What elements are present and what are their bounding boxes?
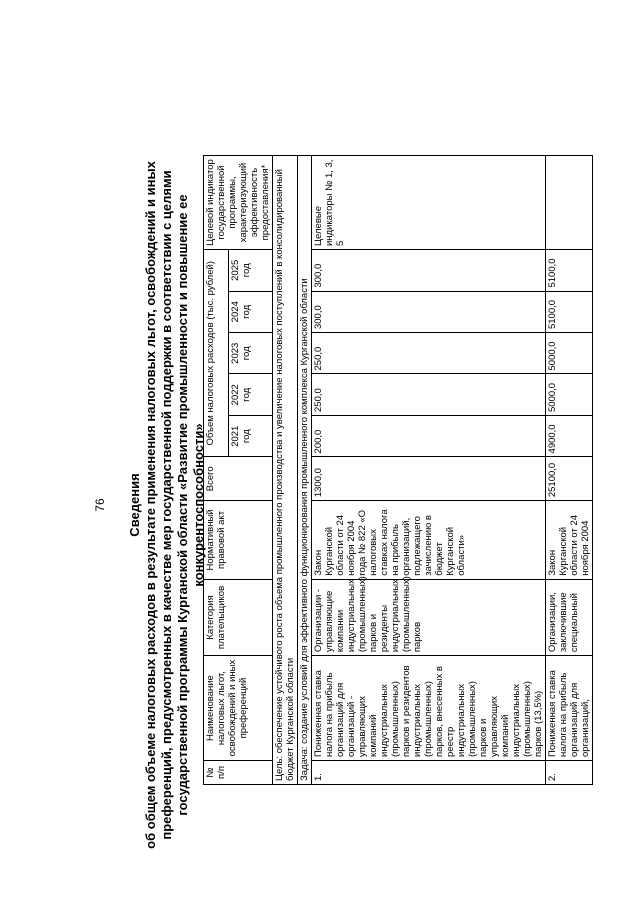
row-2021: 200,0 <box>312 415 546 456</box>
row-act: Закон Курганской области от 24 ноября 2004 <box>546 501 593 580</box>
row-2025: 300,0 <box>312 250 546 292</box>
row-indicator <box>546 156 593 250</box>
rotated-page <box>93 155 640 855</box>
row-act: Закон Курганской области от 24 ноября 2004 года № 822 «О налоговых ставках налога на прибыль организаций, подлежащего зачислению в бюджет Курганской области» <box>312 501 546 580</box>
header-num: № п/п <box>204 760 273 784</box>
table-row <box>546 156 593 785</box>
row-2024: 5100,0 <box>546 291 593 332</box>
row-2025: 5100,0 <box>546 250 593 292</box>
header-category: Категория плательщиков <box>204 579 273 655</box>
row-total: 25100,0 <box>546 457 593 501</box>
page-number: 76 <box>93 498 107 512</box>
task-text: Задача: создание условий для эффективного функционирования промышленного комплекса Курганской области <box>298 156 312 785</box>
header-total: Всего <box>204 457 273 501</box>
tax-expenditure-table <box>203 155 593 785</box>
row-name: Пониженная ставка налога на прибыль организаций для организаций, <box>546 656 593 761</box>
row-2023: 5000,0 <box>546 333 593 374</box>
header-indicator: Целевой индикатор государственной программы, характеризующий эффективность предоставления* <box>204 156 273 250</box>
row-name: Пониженная ставка налога на прибыль организаций для организаций - управляющих компаний индустриальных (промышленных) парков и резидентов индустриальных (промышленных) парков, внесенных в реестр индустриальных (промышленных) парков и управляющих компаний индустриальных (промышленных) парков (13,5%) <box>312 656 546 761</box>
title-line: конкурентоспособности» <box>191 423 206 587</box>
task-row <box>298 156 312 785</box>
header-year: 2023 год <box>228 333 272 374</box>
header-year: 2024 год <box>228 291 272 332</box>
goal-text: Цель: обеспечение устойчивого роста объема промышленного производства и увеличение налоговых поступлений в консолидированный бюджет Курганской области <box>273 156 298 785</box>
header-row <box>204 156 229 785</box>
header-volume: Объем налоговых расходов (тыс. рублей) <box>204 250 229 457</box>
row-num: 1. <box>312 760 546 784</box>
header-year: 2025 год <box>228 250 272 292</box>
title-line: преференций, предусмотренных в качестве мер государственной поддержки в соответствии с целями <box>159 170 174 840</box>
row-2022: 250,0 <box>312 374 546 415</box>
row-2021: 4900,0 <box>546 415 593 456</box>
row-indicator: Целевые индикаторы № 1, 3, 5 <box>312 156 546 250</box>
header-year: 2022 год <box>228 374 272 415</box>
header-year: 2021 год <box>228 415 272 456</box>
title-line: Сведения <box>127 473 142 537</box>
row-category: Организации, заключившие специальный <box>546 579 593 655</box>
row-2023: 250,0 <box>312 333 546 374</box>
title-line: об общем объеме налоговых расходов в результате применения налоговых льгот, освобождений и иных <box>143 161 158 849</box>
title-line: государственной программы Курганской области «Развитие промышленности и повышение ее <box>175 194 190 816</box>
header-act: Нормативный правовой акт <box>204 501 273 580</box>
header-name: Наименование налоговых льгот, освобождений и иных преференций <box>204 656 273 761</box>
row-total: 1300,0 <box>312 457 546 501</box>
row-num: 2. <box>546 760 593 784</box>
row-category: Организации - управляющие компании индустриальных (промышленных) парков и резиденты индустриальных (промышленных) парков <box>312 579 546 655</box>
goal-row <box>273 156 298 785</box>
table-row <box>312 156 546 785</box>
row-2024: 300,0 <box>312 291 546 332</box>
document-title <box>127 155 207 855</box>
row-2022: 5000,0 <box>546 374 593 415</box>
